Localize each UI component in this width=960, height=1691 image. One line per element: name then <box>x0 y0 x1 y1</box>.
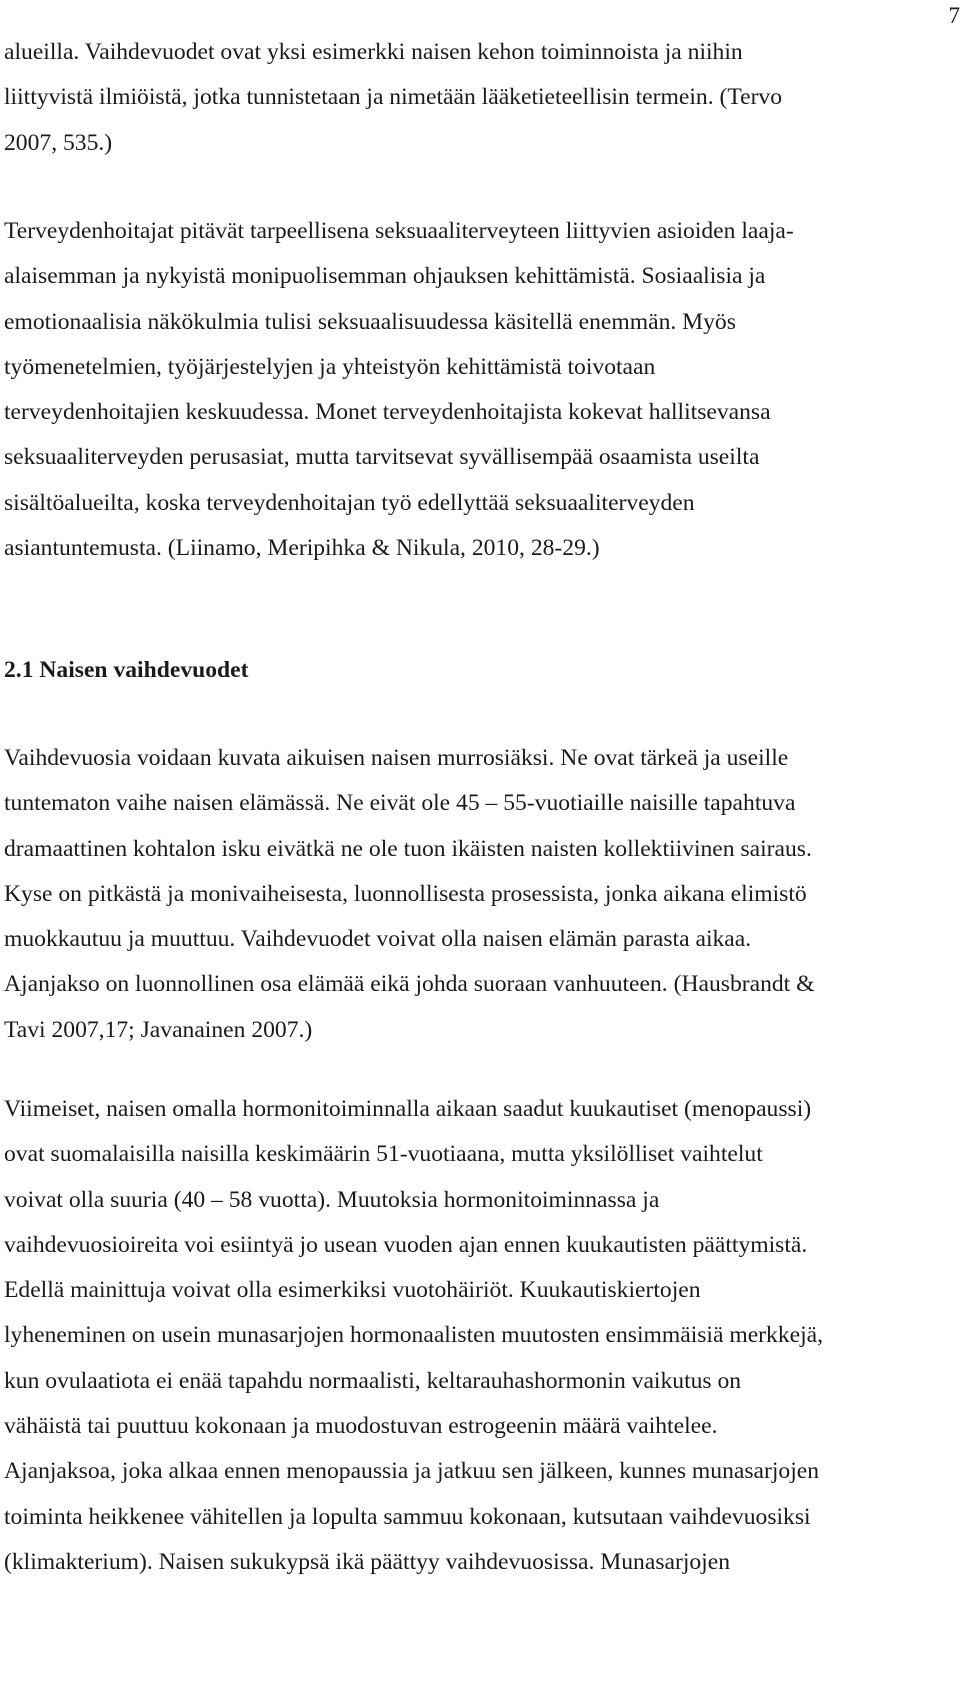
paragraph-1 <box>4 30 782 166</box>
section-paragraph-1 <box>4 736 814 1053</box>
text-line: ovat suomalaisilla naisilla keskimäärin 51-vuotiaana, mutta yksilölliset vaihtelut <box>4 1141 763 1168</box>
text-line: terveydenhoitajien keskuudessa. Monet terveydenhoitajista kokevat hallitsevansa <box>4 399 771 426</box>
text-line: tuntematon vaihe naisen elämässä. Ne eivät ole 45 – 55-vuotiaille naisille tapahtuva <box>4 790 796 817</box>
text-line: (klimakterium). Naisen sukukypsä ikä päättyy vaihdevuosissa. Munasarjojen <box>4 1548 731 1575</box>
text-line: alueilla. Vaihdevuodet ovat yksi esimerkki naisen kehon toiminnoista ja niihin <box>4 39 743 65</box>
text-line: dramaattinen kohtalon isku eivätkä ne ole tuon ikäisten naisten kollektiivinen sairaus. <box>4 835 812 862</box>
text-line: alaisemman ja nykyistä monipuolisemman ohjauksen kehittämistä. Sosiaalisia ja <box>4 263 766 290</box>
page-number: 7 <box>948 3 960 28</box>
section-paragraph-2 <box>4 1087 823 1585</box>
text-line: lyheneminen on usein munasarjojen hormonaalisten muutosten ensimmäisiä merkkejä, <box>4 1322 824 1349</box>
text-line: seksuaaliterveyden perusasiat, mutta tarvitsevat syvällisempää osaamista useilta <box>4 444 760 471</box>
text-line: Ajanjaksoa, joka alkaa ennen menopaussia ja jatkuu sen jälkeen, kunnes munasarjojen <box>4 1458 820 1485</box>
paragraph-2 <box>4 209 794 571</box>
text-line: Kyse on pitkästä ja monivaiheisesta, luonnollisesta prosessista, jonka aikana elimistö <box>4 880 807 907</box>
text-line: toiminta heikkenee vähitellen ja lopulta sammuu kokonaan, kutsutaan vaihdevuosiksi <box>4 1503 811 1530</box>
text-line: sisältöalueilta, koska terveydenhoitajan työ edellyttää seksuaaliterveyden <box>4 489 695 516</box>
text-line: liittyvistä ilmiöistä, jotka tunnistetaan ja nimetään lääketieteellisin termein. (Tervo <box>4 84 783 111</box>
text-line: Viimeiset, naisen omalla hormonitoiminnalla aikaan saadut kuukautiset (menopaussi) <box>4 1096 812 1122</box>
text-line: asiantuntemusta. (Liinamo, Meripihka & Nikula, 2010, 28-29.) <box>4 535 600 562</box>
section-heading: 2.1 Naisen vaihdevuodet <box>4 657 249 683</box>
text-line: Edellä mainittuja voivat olla esimerkiksi vuotohäiriöt. Kuukautiskiertojen <box>4 1277 701 1304</box>
text-line: kun ovulaatiota ei enää tapahdu normaalisti, keltarauhashormonin vaikutus on <box>4 1367 742 1394</box>
text-line: Terveydenhoitajat pitävät tarpeellisena seksuaaliterveyteen liittyvien asioiden laaja- <box>4 218 794 244</box>
text-line: Ajanjakso on luonnollinen osa elämää eikä johda suoraan vanhuuteen. (Hausbrandt & <box>4 971 815 998</box>
text-line: Tavi 2007,17; Javanainen 2007.) <box>4 1016 313 1043</box>
text-line: 2007, 535.) <box>4 129 113 156</box>
text-line: työmenetelmien, työjärjestelyjen ja yhteistyön kehittämistä toivotaan <box>4 353 656 380</box>
text-line: muokkautuu ja muuttuu. Vaihdevuodet voivat olla naisen elämän parasta aikaa. <box>4 926 752 953</box>
text-line: voivat olla suuria (40 – 58 vuotta). Muutoksia hormonitoiminnassa ja <box>4 1186 660 1213</box>
text-line: vähäistä tai puuttuu kokonaan ja muodostuvan estrogeenin määrä vaihtelee. <box>4 1413 718 1440</box>
text-line: Vaihdevuosia voidaan kuvata aikuisen naisen murrosiäksi. Ne ovat tärkeä ja useille <box>4 745 789 771</box>
text-line: vaihdevuosioireita voi esiintyä jo usean vuoden ajan ennen kuukautisten päättymistä. <box>4 1231 808 1258</box>
text-line: emotionaalisia näkökulmia tulisi seksuaalisuudessa käsitellä enemmän. Myös <box>4 308 736 335</box>
